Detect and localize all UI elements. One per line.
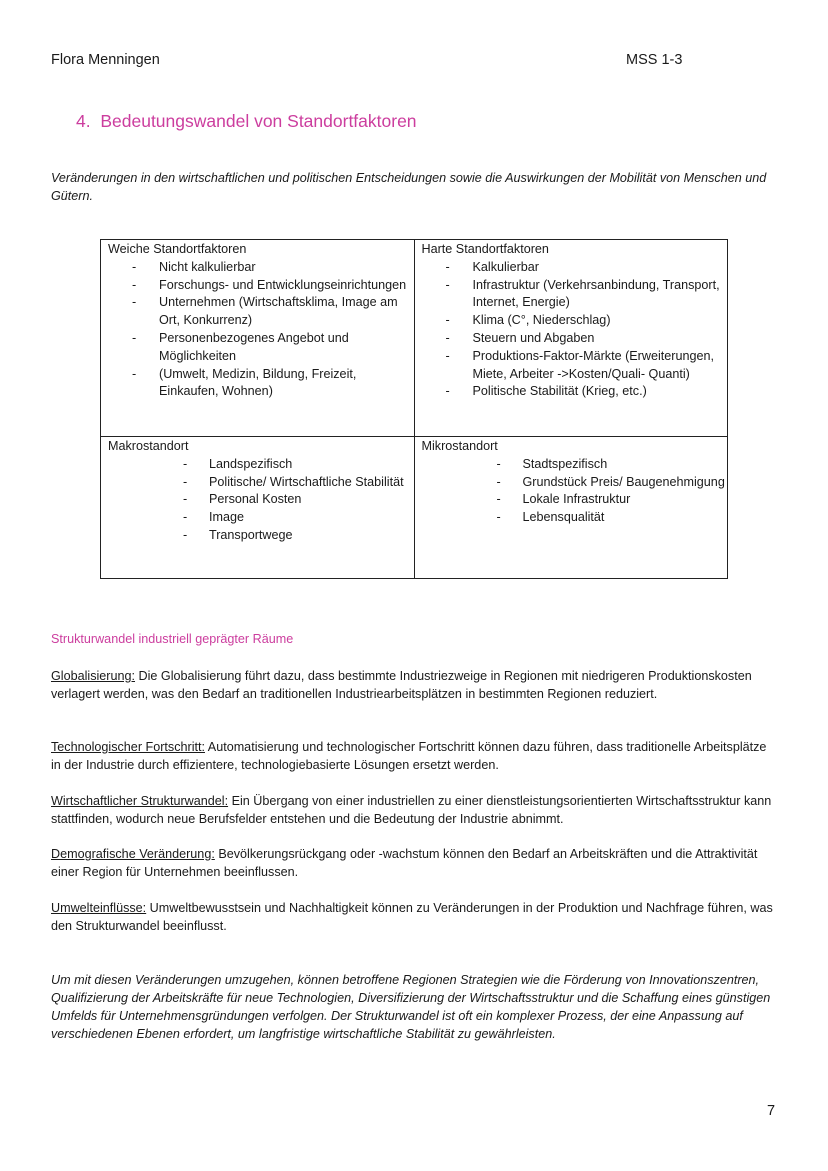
paragraph-term: Wirtschaftlicher Strukturwandel: <box>51 794 229 808</box>
course-label: MSS 1-3 <box>626 52 683 68</box>
paragraph-text: Bevölkerungsrückgang oder -wachstum können den Bedarf an Arbeitskräften und die Attraktivität einer Region für Unternehmen beeinflussen. <box>51 847 758 879</box>
tech-progress-paragraph <box>51 739 777 775</box>
list-item: - Grundstück Preis/ Baugenehmigung <box>415 474 728 492</box>
hard-factors-heading: Harte Standortfaktoren <box>421 242 549 256</box>
paragraph-term: Demografische Veränderung: <box>51 847 215 861</box>
paragraph-text: Automatisierung und technologischer Fortschritt können dazu führen, dass traditionelle Arbeitsplätze in der Industrie durch effizientere, technologiebasierte Lösungen ersetzt werden. <box>51 740 767 772</box>
list-item: - Landspezifisch <box>101 456 414 474</box>
soft-factors-list <box>101 259 414 401</box>
economic-change-paragraph <box>51 793 777 829</box>
soft-factors-heading: Weiche Standortfaktoren <box>108 242 247 256</box>
list-item: - Stadtspezifisch <box>415 456 728 474</box>
section-title: Bedeutungswandel von Standortfaktoren <box>100 111 417 131</box>
table-row <box>101 240 728 437</box>
list-item: - Produktions-Faktor-Märkte (Erweiterungen, Miete, Arbeiter ->Kosten/Quali- Quanti) <box>415 348 728 384</box>
list-item: - Forschungs- und Entwicklungseinrichtungen <box>101 277 414 295</box>
list-item: - Image <box>101 509 414 527</box>
list-item: - Kalkulierbar <box>415 259 728 277</box>
author-name: Flora Menningen <box>51 52 160 68</box>
list-item: - Infrastruktur (Verkehrsanbindung, Transport, Internet, Energie) <box>415 277 728 313</box>
paragraph-text: Die Globalisierung führt dazu, dass bestimmte Industriezweige in Regionen mit niedrigeren Produktionskosten verlagert werden, was den Bedarf an traditionellen Industriearbeitsplätzen in bestimmten Regionen reduziert. <box>51 669 752 701</box>
list-item: - (Umwelt, Medizin, Bildung, Freizeit, Einkaufen, Wohnen) <box>101 366 414 402</box>
macro-location-cell <box>101 437 415 579</box>
globalization-paragraph <box>51 668 777 704</box>
section-heading <box>76 111 417 132</box>
micro-location-list <box>415 456 728 527</box>
list-item: - Personal Kosten <box>101 491 414 509</box>
list-item: - Politische/ Wirtschaftliche Stabilität <box>101 474 414 492</box>
paragraph-term: Technologischer Fortschritt: <box>51 740 205 754</box>
list-item: - Steuern und Abgaben <box>415 330 728 348</box>
paragraph-text: Umweltbewusstsein und Nachhaltigkeit können zu Veränderungen in der Produktion und Nachfrage führen, was den Strukturwandel beeinflusst. <box>51 901 773 933</box>
paragraph-text: Ein Übergang von einer industriellen zu einer dienstleistungsorientierten Wirtschaftsstruktur kann stattfinden, wodurch neue Berufsfelder entstehen und die Bedeutung der Industrie abnimmt. <box>51 794 772 826</box>
soft-factors-cell <box>101 240 415 437</box>
closing-paragraph: Um mit diesen Veränderungen umzugehen, können betroffene Regionen Strategien wie die Förderung von Innovationszentren, Qualifizierung der Arbeitskräfte für neue Technologien, Diversifizierung der Wirtschaftsstruktur und die Schaffung eines günstigen Umfelds für Unternehmensgründungen verfolgen. Der Strukturwandel ist oft ein komplexer Prozess, der eine Anpassung auf verschiedenen Ebenen erfordert, um langfristige wirtschaftliche Stabilität zu gewährleisten. <box>51 973 771 1041</box>
table-row <box>101 437 728 579</box>
list-item: - Lokale Infrastruktur <box>415 491 728 509</box>
paragraph-term: Globalisierung: <box>51 669 136 683</box>
section-number: 4. <box>76 111 91 131</box>
list-item: - Nicht kalkulierbar <box>101 259 414 277</box>
hard-factors-list <box>415 259 728 401</box>
list-item: - Transportwege <box>101 527 414 545</box>
list-item: - Personenbezogenes Angebot und Möglichkeiten <box>101 330 414 366</box>
list-item: - Politische Stabilität (Krieg, etc.) <box>415 383 728 401</box>
page-number: 7 <box>767 1103 776 1119</box>
list-item: - Lebensqualität <box>415 509 728 527</box>
macro-location-list <box>101 456 414 545</box>
paragraph-term: Umwelteinflüsse: <box>51 901 147 915</box>
structural-change-heading: Strukturwandel industriell geprägter Räume <box>51 632 294 646</box>
demographic-paragraph <box>51 846 777 882</box>
macro-location-heading: Makrostandort <box>108 439 189 453</box>
micro-location-cell <box>414 437 728 579</box>
environment-paragraph <box>51 900 777 936</box>
list-item: - Unternehmen (Wirtschaftsklima, Image am Ort, Konkurrenz) <box>101 294 414 330</box>
micro-location-heading: Mikrostandort <box>421 439 498 453</box>
location-factors-table <box>100 239 728 579</box>
list-item: - Klima (C°, Niederschlag) <box>415 312 728 330</box>
hard-factors-cell <box>414 240 728 437</box>
intro-text: Veränderungen in den wirtschaftlichen und politischen Entscheidungen sowie die Auswirkungen der Mobilität von Menschen und Gütern. <box>51 171 767 203</box>
